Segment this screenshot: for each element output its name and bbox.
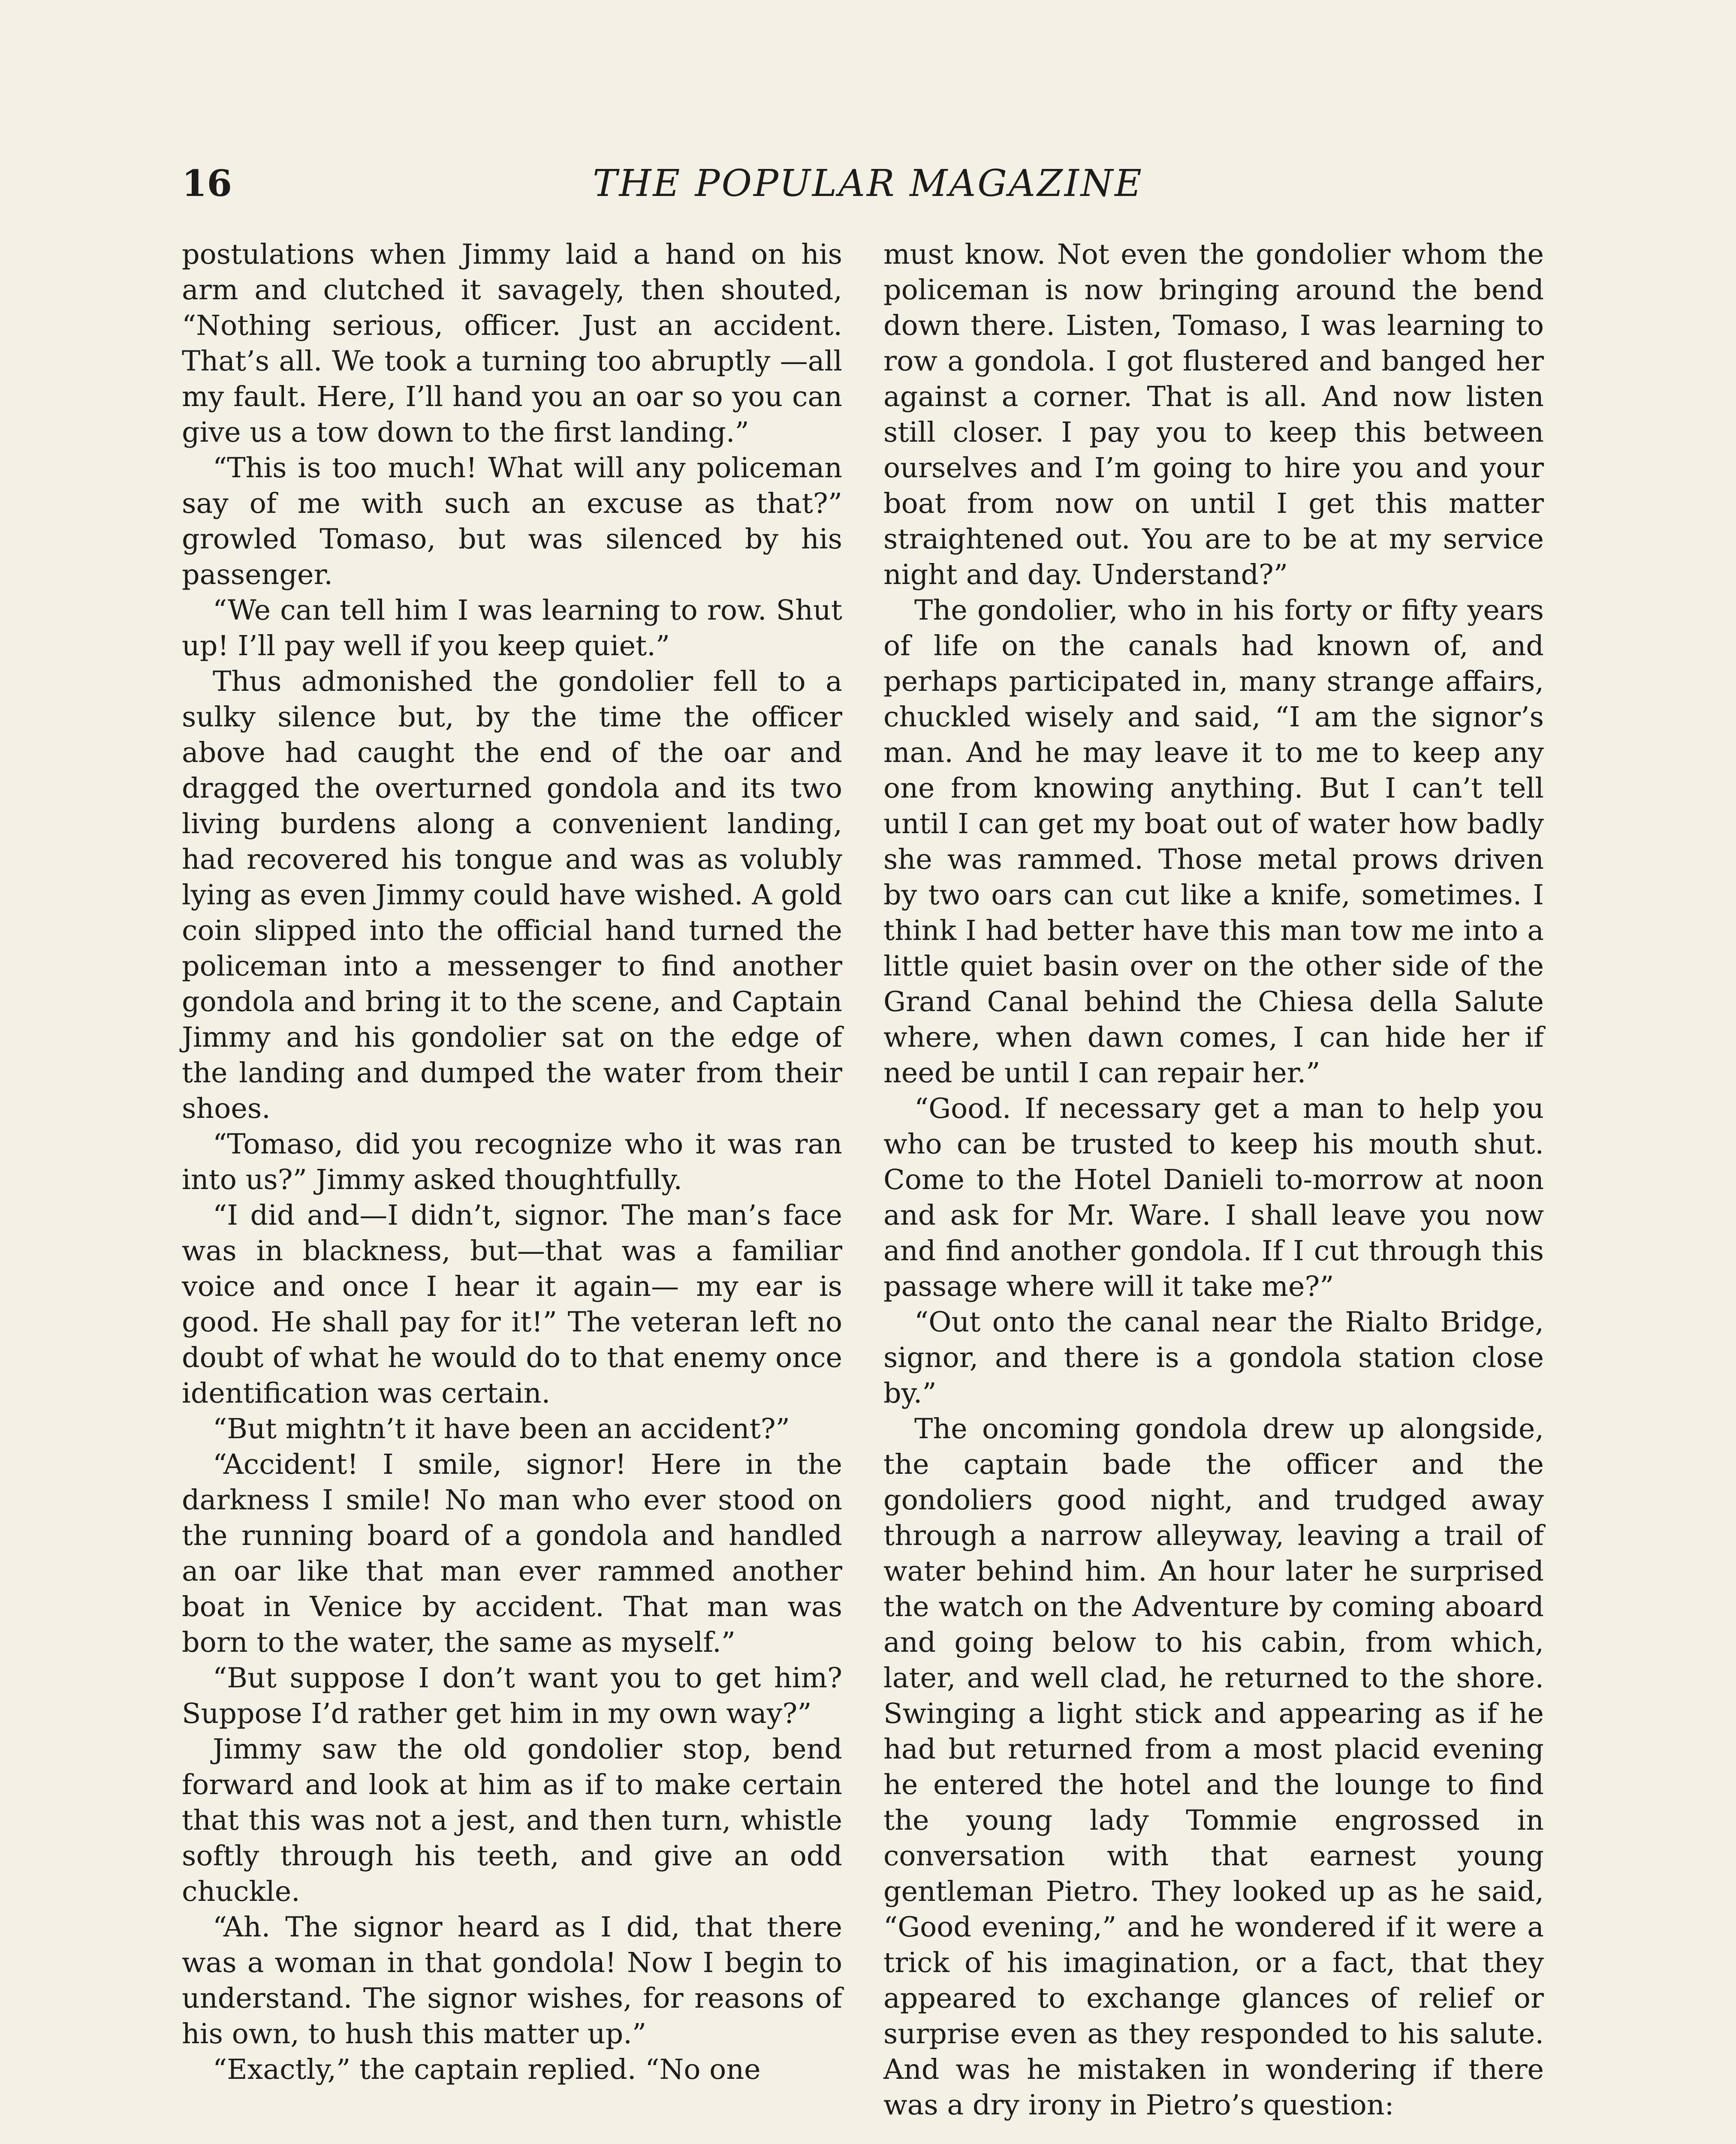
paragraph: “Exactly,” the captain replied. “No one: [213, 2054, 761, 2086]
paragraph: “We can tell him I was learning to row. Shut up! I’ll pay well if you keep quiet.”: [182, 594, 842, 662]
paragraph: “Ah. The signor heard as I did, that there was a woman in that gondola! Now I begin to understand. The signor wishes, for reasons of his own, to hush this matter up.”: [182, 1911, 842, 2050]
paragraph: postulations when Jimmy laid a hand on his arm and clutched it savagely, then shouted, “Nothing serious, officer. Just an accident. That’s all. We took a turning too abruptly —all my fault. Here, I’ll hand you an oar so you can give us a tow down to the first landing.”: [182, 238, 842, 449]
paragraph: “But suppose I don’t want you to get him? Suppose I’d rather get him in my own way?”: [182, 1662, 842, 1730]
paragraph: “Good. If necessary get a man to help you who can be trusted to keep his mouth shut. Come to the Hotel Danieli to-morrow at noon and ask for Mr. Ware. I shall leave you now and find another gondola. If I cut through this passage where will it take me?”: [883, 1093, 1544, 1303]
paragraph: “Out onto the canal near the Rialto Bridge, signor, and there is a gondola station close by.”: [883, 1306, 1544, 1409]
paragraph: “But mightn’t it have been an accident?”: [213, 1413, 790, 1445]
running-head: THE POPULAR MAGAZINE: [593, 162, 1143, 205]
paragraph: Thus admonished the gondolier fell to a sulky silence but, by the time the officer above had caught the end of the oar and dragged the overturned gondola and its two living burdens along a convenient landing, had recovered his tongue and was as volubly lying as even Jimmy could have wished. A gold coin slipped into the official hand turned the policeman into a messenger to find another gondola and bring it to the scene, and Captain Jimmy and his gondolier sat on the edge of the landing and dumped the water from their shoes.: [182, 665, 842, 1125]
paragraph: must know. Not even the gondolier whom the policeman is now bringing around the bend down there. Listen, Tomaso, I was learning to row a gondola. I got flustered and banged her against a corner. That is all. And now listen still closer. I pay you to keep this between ourselves and I’m going to hire you and your boat from now on until I get this matter straightened out. You are to be at my service night and day. Understand?”: [883, 238, 1544, 591]
paragraph: “Tomaso, did you recognize who it was ran into us?” Jimmy asked thoughtfully.: [182, 1128, 842, 1196]
page-number: 16: [182, 162, 232, 205]
paragraph: “This is too much! What will any policeman say of me with such an excuse as that?” growled Tomaso, but was silenced by his passenger.: [182, 452, 842, 591]
paragraph: The gondolier, who in his forty or fifty years of life on the canals had known of, and perhaps participated in, many strange affairs, chuckled wisely and said, “I am the signor’s man. And he may leave it to me to keep any one from knowing anything. But I can’t tell until I can get my boat out of water how badly she was rammed. Those metal prows driven by two oars can cut like a knife, sometimes. I think I had better have this man tow me into a little quiet basin over on the other side of the Grand Canal behind the Chiesa della Salute where, when dawn comes, I can hide her if need be until I can repair her.”: [883, 594, 1544, 1089]
paragraph: The oncoming gondola drew up alongside, the captain bade the officer and the gondoliers good night, and trudged away through a narrow alleyway, leaving a trail of water behind him. An hour later he surprised the watch on the Adventure by coming aboard and going below to his cabin, from which, later, and well clad, he returned to the shore. Swinging a light stick and appearing as if he had but returned from a most placid evening he entered the hotel and the lounge to find the young lady Tommie engrossed in conversation with that earnest young gentleman Pietro. They looked up as he said, “Good evening,” and he wondered if it were a trick of his imagination, or a fact, that they appeared to exchange glances of relief or surprise even as they responded to his salute. And was he mistaken in wondering if there was a dry irony in Pietro’s question:: [883, 1413, 1544, 2121]
paragraph: “Accident! I smile, signor! Here in the darkness I smile! No man who ever stood on the running board of a gondola and handled an oar like that man ever rammed another boat in Venice by accident. That man was born to the water, the same as myself.”: [182, 1448, 842, 1659]
page-header: [182, 162, 1554, 214]
left-column: [182, 237, 842, 2087]
paragraph: Jimmy saw the old gondolier stop, bend forward and look at him as if to make certain that this was not a jest, and then turn, whistle softly through his teeth, and give an odd chuckle.: [182, 1733, 842, 1908]
right-column: [883, 237, 1544, 2123]
paragraph: “I did and—I didn’t, signor. The man’s face was in blackness, but—that was a familiar voice and once I hear it again— my ear is good. He shall pay for it!” The veteran left no doubt of what he would do to that enemy once identification was certain.: [182, 1199, 842, 1409]
